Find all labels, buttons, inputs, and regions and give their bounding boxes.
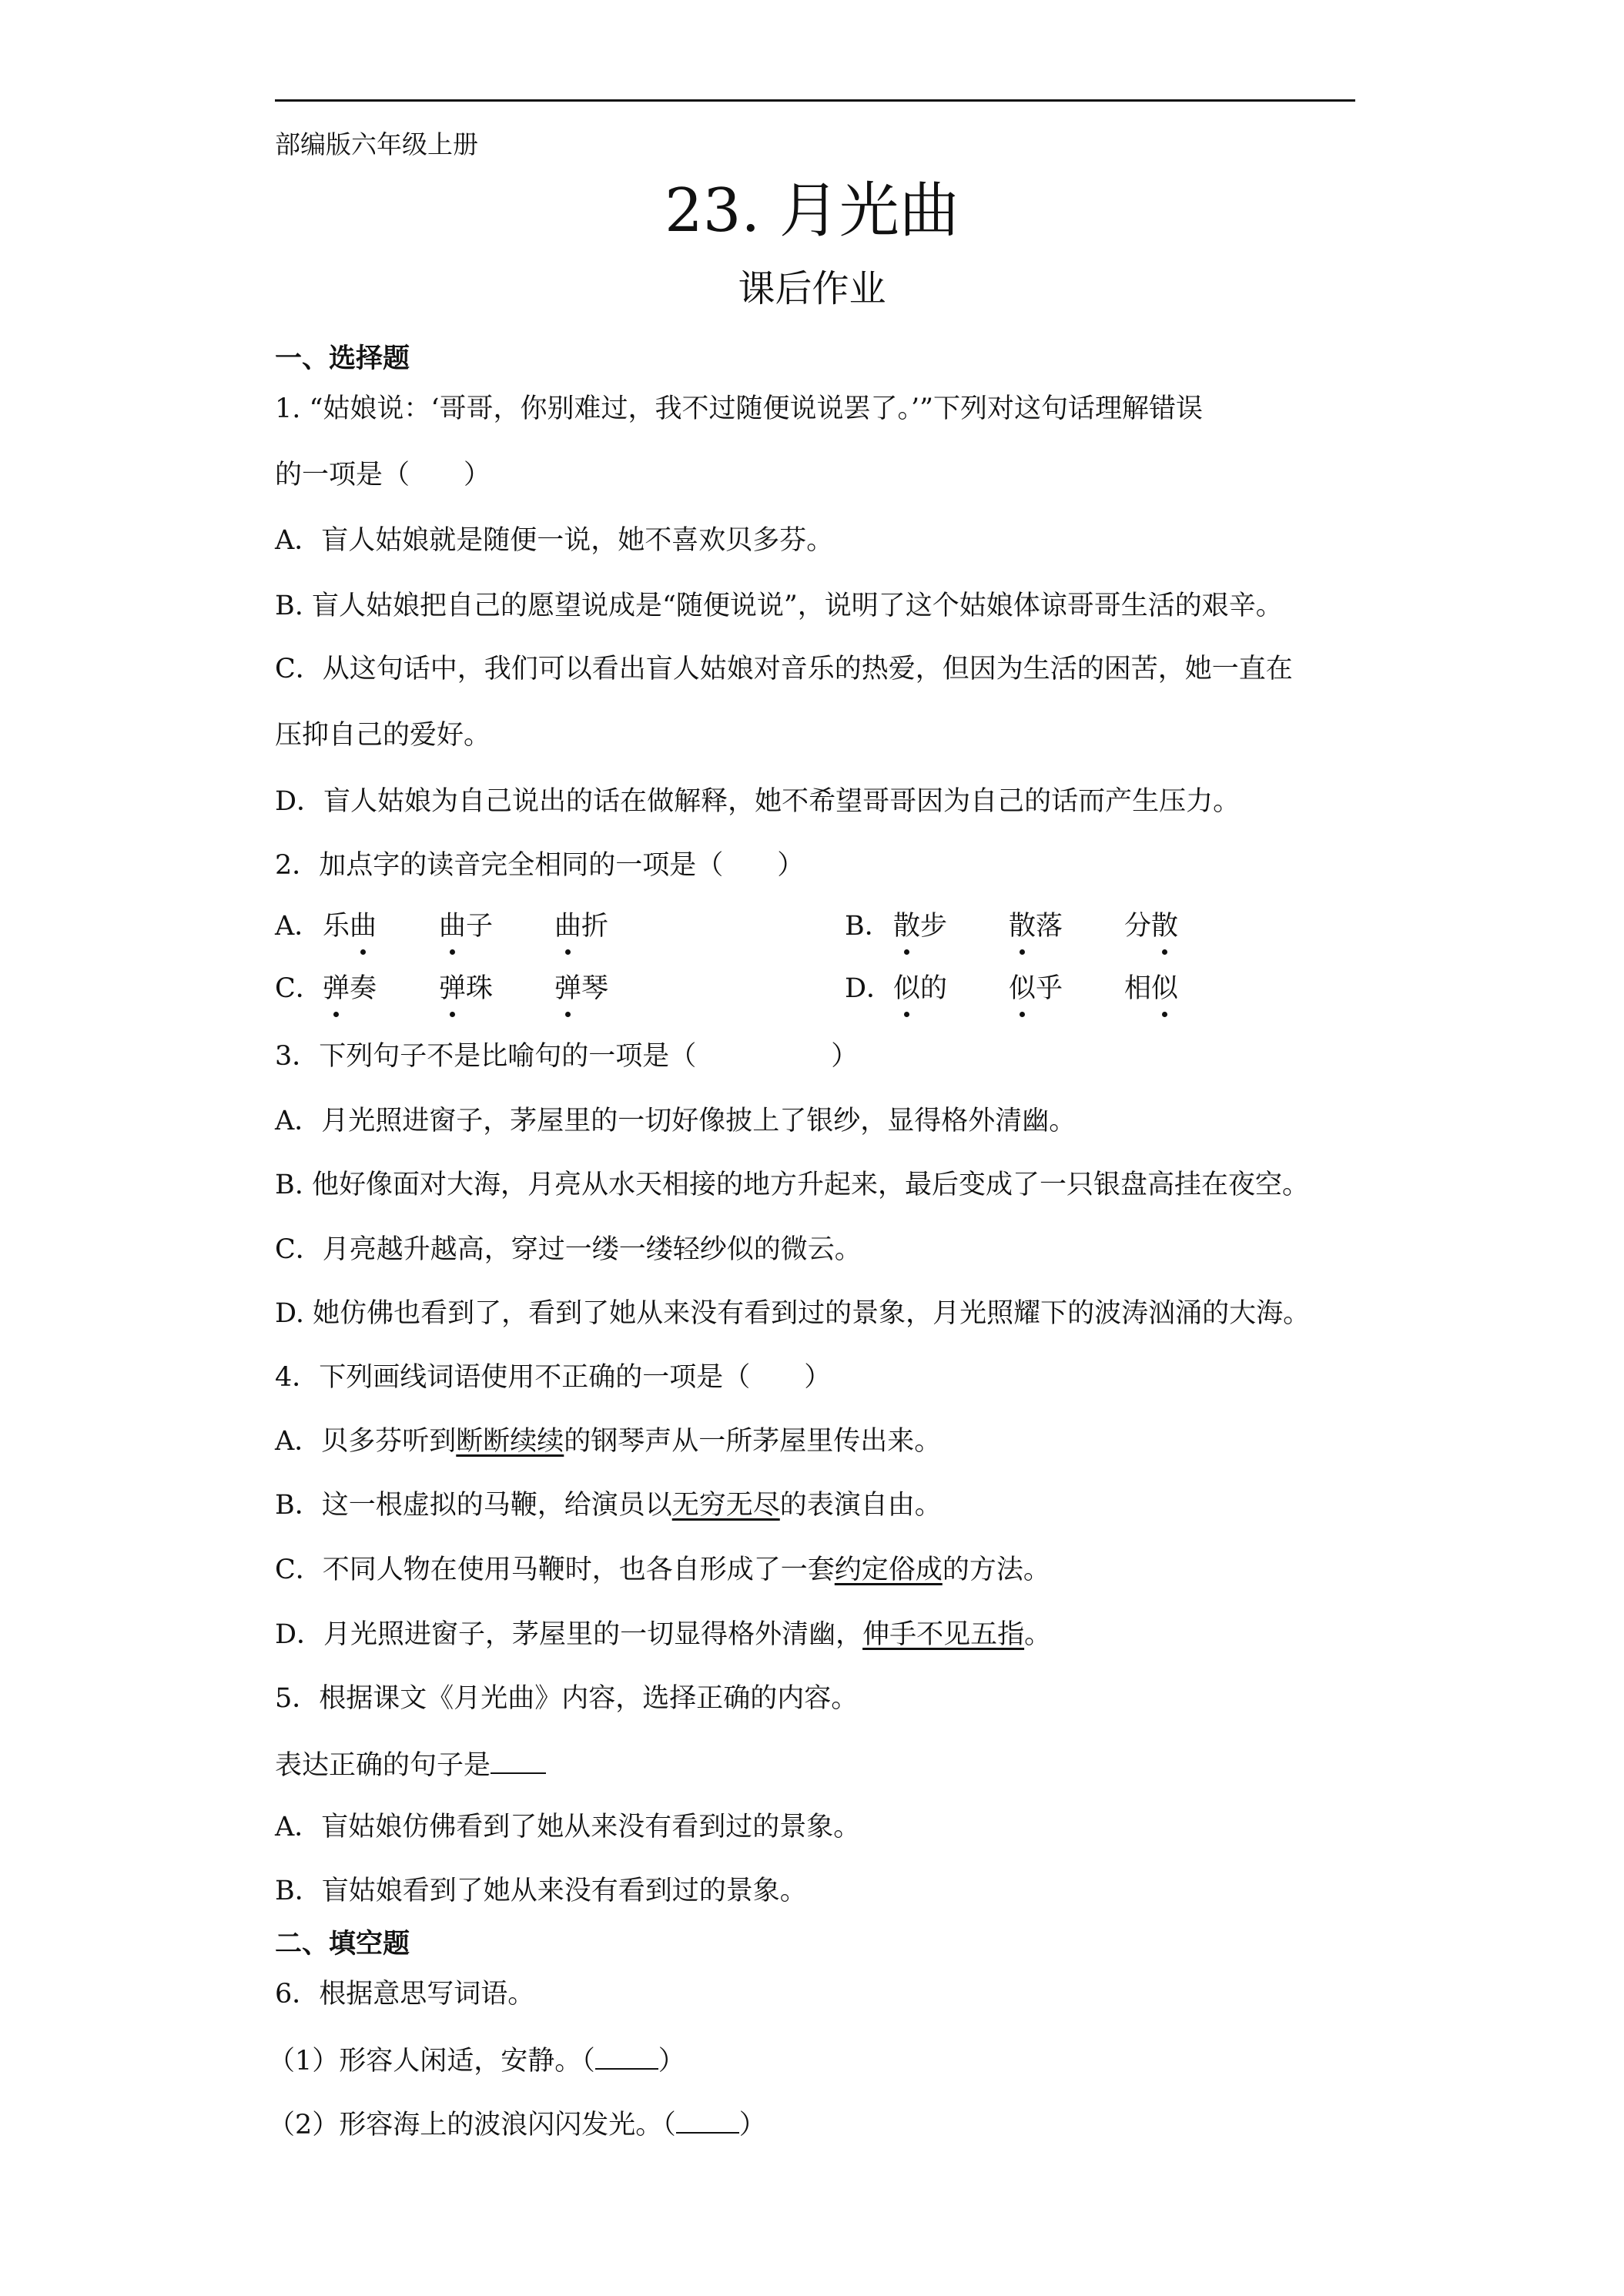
q2-word: 弹奏: [323, 971, 377, 1006]
q2-word: 似乎: [1009, 971, 1063, 1006]
q2-option-b: [845, 909, 1179, 944]
section-heading-choice: 一、选择题: [275, 343, 410, 374]
q3-stem: 3．下列句子不是比喻句的一项是（ ）: [275, 1041, 859, 1072]
q2-word: 相似: [1124, 971, 1178, 1006]
q2-stem: 2．加点字的读音完全相同的一项是（ ）: [275, 850, 805, 881]
q4-option-a: A．贝多芬听到断断续续的钢琴声从一所茅屋里传出来。: [275, 1426, 942, 1457]
q2-option-a: [275, 909, 609, 944]
emphasis-dot: 弹: [439, 971, 466, 1006]
q3-option-c: C．月亮越升越高，穿过一缕一缕轻纱似的微云。: [275, 1234, 862, 1265]
page-title: 23. 月光曲: [665, 176, 959, 246]
q6-stem: 6．根据意思写词语。: [275, 1979, 535, 2010]
q2-option-label: C．: [275, 973, 323, 1004]
emphasis-dot: 曲: [439, 909, 466, 944]
q3-option-a: A．月光照进窗子，茅屋里的一切好像披上了银纱，显得格外清幽。: [275, 1106, 1077, 1136]
emphasis-dot: 曲: [350, 909, 377, 944]
emphasis-dot: 似: [893, 971, 920, 1006]
emphasis-dot: 散: [893, 909, 920, 944]
q1-stem-line1: 1. “姑娘说：‘哥哥，你别难过，我不过随便说说罢了。’”下列对这句话理解错误: [275, 393, 1204, 424]
underlined-phrase: 断断续续: [456, 1426, 564, 1457]
q4-option-b: B．这一根虚拟的马鞭，给演员以无穷无尽的表演自由。: [275, 1490, 942, 1521]
q3-option-b: B. 他好像面对大海，月亮从水天相接的地方升起来，最后变成了一只银盘高挂在夜空。: [275, 1170, 1309, 1200]
q1-option-a: A．盲人姑娘就是随便一说，她不喜欢贝多芬。: [275, 525, 834, 556]
q2-option-label: D．: [845, 973, 894, 1004]
q6-item-2: （2）形容海上的波浪闪闪发光。（ ）: [268, 2104, 766, 2143]
q4-stem: 4．下列画线词语使用不正确的一项是（ ）: [275, 1362, 832, 1393]
q2-word: 曲折: [554, 909, 608, 944]
q2-word: 乐曲: [323, 909, 377, 944]
emphasis-dot: 似: [1009, 971, 1036, 1006]
q4-option-d: D．月光照进窗子，茅屋里的一切显得格外清幽，伸手不见五指。: [275, 1619, 1052, 1650]
q1-option-d: D．盲人姑娘为自己说出的话在做解释，她不希望哥哥因为自己的话而产生压力。: [275, 786, 1241, 817]
q2-word: 分散: [1124, 909, 1178, 944]
answer-blank[interactable]: [491, 1745, 546, 1774]
q2-word: 散步: [893, 909, 947, 944]
q2-option-label: B．: [845, 911, 892, 942]
q5-option-a: A．盲姑娘仿佛看到了她从来没有看到过的景象。: [275, 1812, 861, 1842]
q2-option-label: A．: [275, 911, 322, 942]
page-subtitle: 课后作业: [738, 267, 886, 310]
answer-blank[interactable]: [595, 2040, 658, 2070]
q5-option-b: B．盲姑娘看到了她从来没有看到过的景象。: [275, 1876, 807, 1906]
q4-option-c: C．不同人物在使用马鞭时，也各自形成了一套约定俗成的方法。: [275, 1555, 1050, 1585]
q2-word: 弹珠: [439, 971, 493, 1006]
q2-word: 散落: [1009, 909, 1063, 944]
q1-stem-line2: 的一项是（ ）: [275, 460, 491, 490]
emphasis-dot: 弹: [554, 971, 581, 1006]
q3-option-d: D. 她仿佛也看到了，看到了她从来没有看到过的景象，月光照耀下的波涛汹涌的大海。: [275, 1298, 1311, 1329]
q1-option-c-line1: C．从这句话中，我们可以看出盲人姑娘对音乐的热爱，但因为生活的困苦，她一直在: [275, 654, 1293, 684]
underlined-phrase: 伸手不见五指: [862, 1619, 1025, 1650]
q2-option-c: [275, 971, 609, 1006]
emphasis-dot: 散: [1009, 909, 1036, 944]
underlined-phrase: 约定俗成: [834, 1555, 943, 1585]
q1-option-b: B. 盲人姑娘把自己的愿望说成是“随便说说”，说明了这个姑娘体谅哥哥生活的艰辛。: [275, 591, 1283, 621]
q2-word: 似的: [893, 971, 947, 1006]
header-rule: [275, 99, 1355, 102]
q6-item-1: （1）形容人闲适，安静。（ ）: [268, 2040, 685, 2079]
edition-label: 部编版六年级上册: [275, 129, 478, 159]
emphasis-dot: 似: [1151, 971, 1178, 1006]
section-heading-fill: 二、填空题: [275, 1928, 410, 1960]
emphasis-dot: 散: [1151, 909, 1178, 944]
answer-blank[interactable]: [676, 2104, 739, 2134]
emphasis-dot: 弹: [323, 971, 350, 1006]
q2-word: 弹琴: [554, 971, 608, 1006]
q5-prompt: 表达正确的句子是: [275, 1745, 546, 1783]
q2-word: 曲子: [439, 909, 493, 944]
q2-option-d: [845, 971, 1179, 1006]
underlined-phrase: 无穷无尽: [671, 1490, 780, 1521]
q5-stem: 5．根据课文《月光曲》内容，选择正确的内容。: [275, 1683, 859, 1714]
q1-option-c-line2: 压抑自己的爱好。: [275, 720, 491, 751]
emphasis-dot: 曲: [554, 909, 581, 944]
